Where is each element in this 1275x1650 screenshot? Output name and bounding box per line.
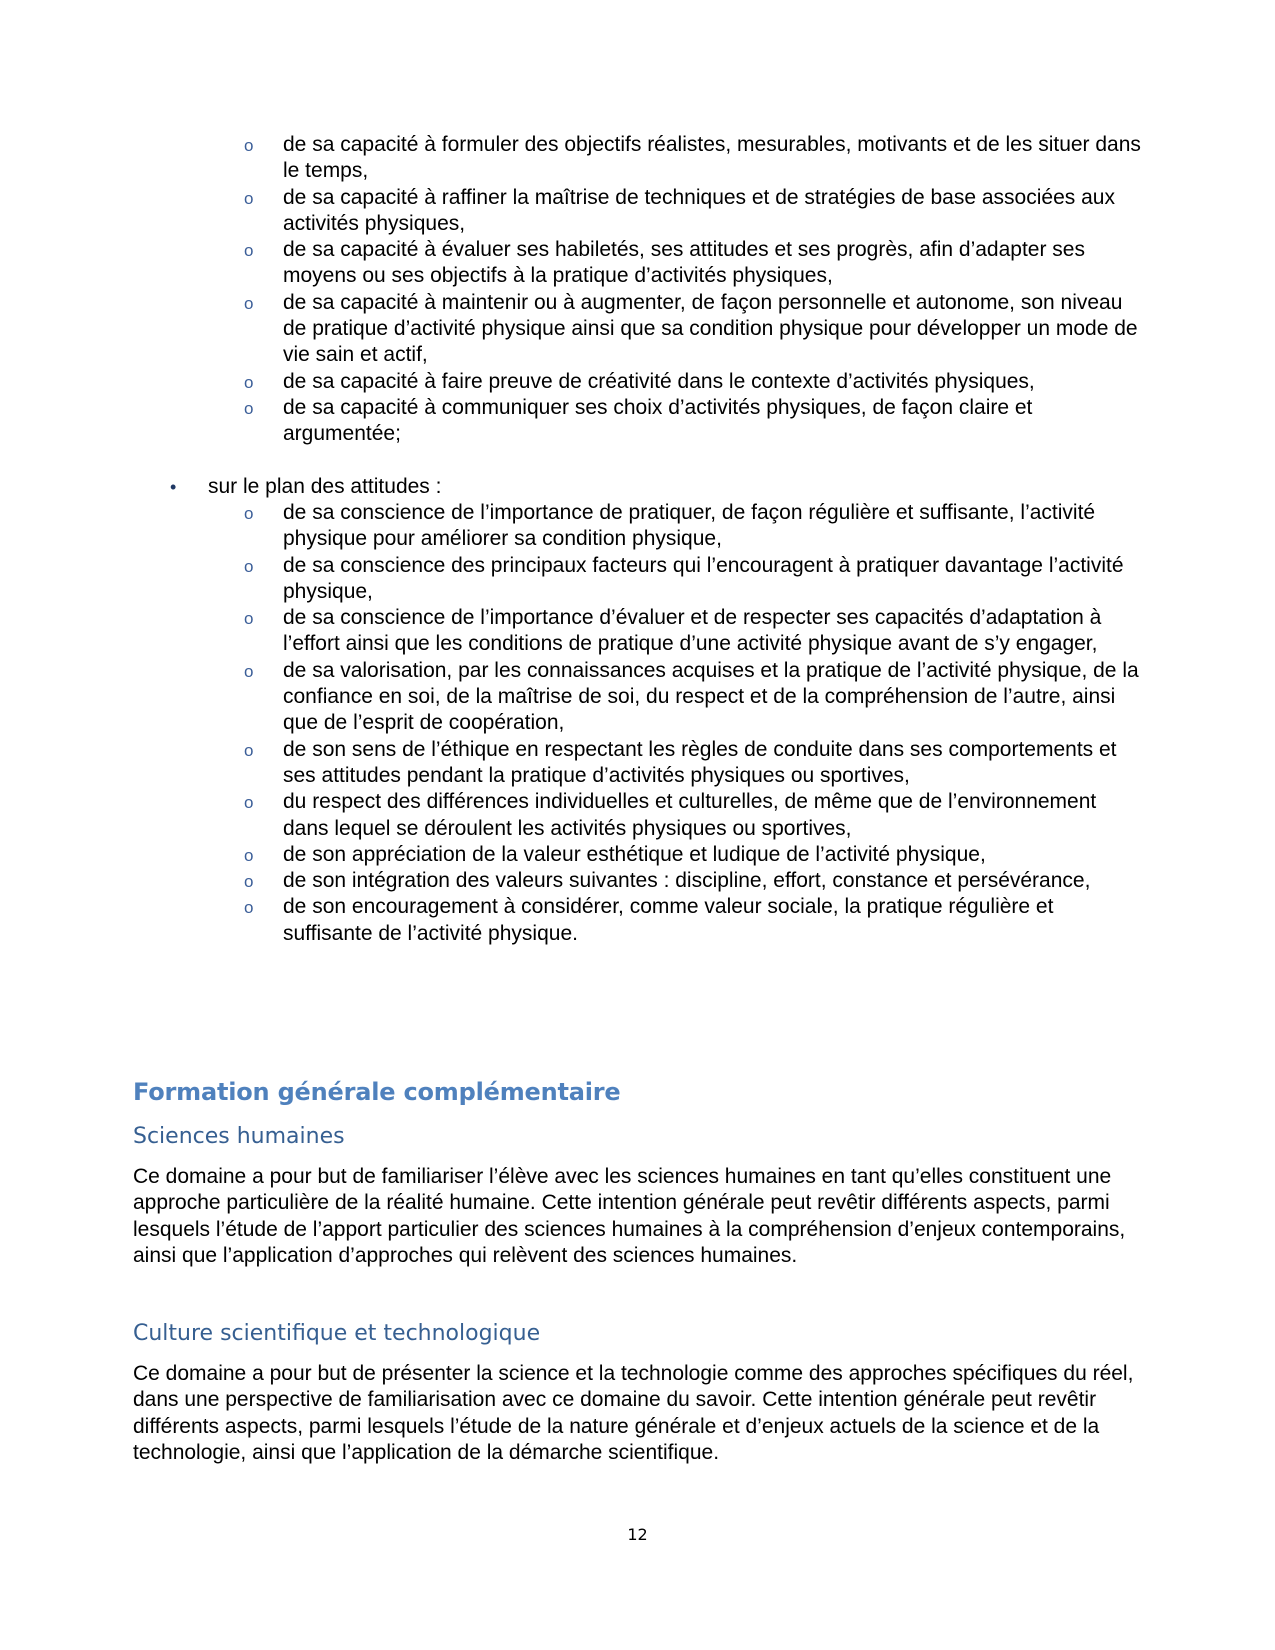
list-item: o de son intégration des valeurs suivantes : discipline, effort, constance et persévérance, [0,868,1143,894]
page-number: 12 [627,1525,648,1544]
paragraph-culture-scientifique: Ce domaine a pour but de présenter la science et la technologie comme des approches spécifiques du réel, dans une perspective de familiarisation avec ce domaine du savoir. Cette intention générale peut revêtir différents aspects, parmi lesquels l’étude de la nature générale et d’enjeux actuels de la science et de la technologie, ainsi que l’application de la démarche scientifique. [133,1362,1134,1464]
hollow-bullet-icon: o [244,293,254,313]
list-item: o de sa capacité à maintenir ou à augmenter, de façon personnelle et autonome, son niveau de pratique d’activité physique ainsi que sa condition physique pour développer un mode de vie sain et actif, [244,290,1138,367]
hollow-bullet-icon: o [244,241,254,261]
attitudes-label: sur le plan des attitudes : [208,475,442,498]
hollow-bullet-icon: o [244,661,254,681]
hollow-bullet-icon: o [244,609,254,629]
hollow-bullet-icon: o [244,793,254,813]
hollow-bullet-icon: o [244,504,254,523]
hollow-bullet-icon: o [244,740,254,760]
list-item: o de son sens de l’éthique en respectant les règles de conduite dans ses comportements et ses attitudes pendant la pratique d’activités physiques ou sportives, [244,737,1117,787]
list-item: o de sa capacité à communiquer ses choix d’activités physiques, de façon claire et argumentée; [244,395,1033,446]
list-item: o de sa capacité à formuler des objectifs réalistes, mesurables, motivants et de les situer dans le temps, [244,133,1141,183]
list-item: o de sa capacité à raffiner la maîtrise de techniques et de stratégies de base associées aux activités physiques, [244,185,1115,235]
hollow-bullet-icon: o [244,872,254,892]
list-item: o de sa capacité à évaluer ses habiletés, ses attitudes et ses progrès, afin d’adapter ses moyens ou ses objectifs à la pratique d’activités physiques, [244,238,1085,288]
hollow-bullet-icon: o [244,556,254,576]
list-item: o de son encouragement à considérer, comme valeur sociale, la pratique régulière et suffisante de l’activité physique. [244,895,1054,945]
capacites-list [0,132,1275,448]
hollow-bullet-icon: o [244,845,254,865]
hollow-bullet-icon: o [244,372,254,392]
list-item: o de sa conscience de l’importance de pratiquer, de façon régulière et suffisante, l’activité physique pour améliorer sa condition physique, [244,501,1096,551]
list-item: o de sa conscience des principaux facteurs qui l’encouragent à pratiquer davantage l’activité physique, [244,553,1124,603]
list-item: o de sa valorisation, par les connaissances acquises et la pratique de l’activité physique, de la confiance en soi, de la maîtrise de soi, du respect et de la compréhension de l’autre, ainsi que de l’esprit de coopération, [244,658,1139,735]
list-item: o de sa capacité à faire preuve de créativité dans le contexte d’activités physiques, [0,369,1143,395]
hollow-bullet-icon: o [244,398,254,418]
section-heading: Formation générale complémentaire [133,1078,621,1106]
subsection-heading-sciences-humaines: Sciences humaines [133,1124,345,1149]
subsection-heading-culture-scientifique: Culture scientifique et technologique [133,1321,541,1346]
hollow-bullet-icon: o [244,136,254,155]
list-item: o du respect des différences individuelles et culturelles, de même que de l’environnement dans lequel se déroulent les activités physiques ou sportives, [244,790,1097,840]
attitudes-list [0,500,1275,947]
hollow-bullet-icon: o [244,188,254,208]
hollow-bullet-icon: o [244,898,254,918]
list-item: o de son appréciation de la valeur esthétique et ludique de l’activité physique, [0,842,1143,868]
paragraph-sciences-humaines: Ce domaine a pour but de familiariser l’élève avec les sciences humaines en tant qu’elles constituent une approche particulière de la réalité humaine. Cette intention générale peut revêtir différents aspects, parmi lesquels l’étude de l’apport particulier des sciences humaines à la compréhension d’enjeux contemporains, ainsi que l’application d’approches qui relèvent des sciences humaines. [133,1165,1126,1267]
filled-bullet-icon: • [170,477,177,497]
list-item: o de sa conscience de l’importance d’évaluer et de respecter ses capacités d’adaptation à l’effort ainsi que les conditions de pratique d’une activité physique avant de s’y engager, [244,606,1102,656]
